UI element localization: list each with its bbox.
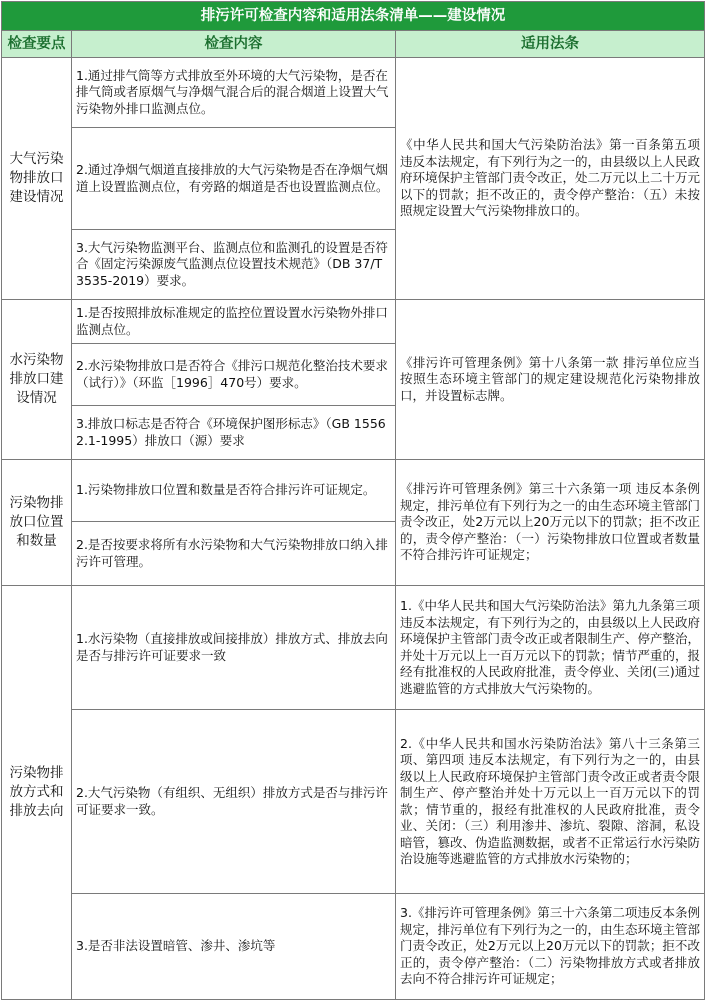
law-text: 2.《中华人民共和国水污染防治法》第八十三条第三项、第四项 违反本法规定，有下列行为之一的，由县级以上人民政府环境保护主管部门责令改正或者责令限制生产、停产整治并处十万元以上一百万元以下的罚款；情节重的，报经有批准权的人民政府批准，责令业、关闭：（三）利用渗井、渗坑、裂隙、溶洞，私设暗管，篡改、伪造监测数据，或者不正常运行水污染防治设施等逃避监管的方式排放水污染物的； <box>396 710 705 894</box>
check-item: 2.水污染物排放口是否符合《排污口规范化整治技术要求（试行）》（环监［1996］470号）要求。 <box>72 344 396 406</box>
check-item: 1.污染物排放口位置和数量是否符合排污许可证规定。 <box>72 460 396 522</box>
header-point: 检查要点 <box>2 31 72 58</box>
check-item: 2.通过净烟气烟道直接排放的大气污染物是否在净烟气烟道上设置监测点位，有旁路的烟道是否也设置监测点位。 <box>72 128 396 230</box>
law-text: 1.《中华人民共和国大气污染防治法》第九九条第三项 违反本法规定，有下列行为之的，由县级以上人民政府环境保护主管部门责令改正或者限制生产、停产整治，并处十万元以上一百万元以下的罚款；情节严重的，报经有批准权的人民政府批准，责令停业、关闭(三)通过逃避监管的方式排放大气污染物的。 <box>396 586 705 710</box>
section-point: 污染物排放口位置和数量 <box>2 460 72 586</box>
check-item: 3.排放口标志是否符合《环境保护图形标志》（GB 15562.1-1995）排放口（源）要求 <box>72 406 396 460</box>
check-item: 2.大气污染物（有组织、无组织）排放方式是否与排污许可证要求一致。 <box>72 710 396 894</box>
section-point: 大气污染物排放口建设情况 <box>2 58 72 300</box>
header-law: 适用法条 <box>396 31 705 58</box>
table-row <box>2 710 705 894</box>
header-content: 检查内容 <box>72 31 396 58</box>
check-item: 3.是否非法设置暗管、渗井、渗坑等 <box>72 894 396 1000</box>
check-item: 2.是否按要求将所有水污染物和大气污染物排放口纳入排污许可管理。 <box>72 522 396 586</box>
check-item: 3.大气污染物监测平台、监测点位和监测孔的设置是否符合《固定污染源废气监测点位设置技术规范》（DB 37/T 3535-2019）要求。 <box>72 230 396 300</box>
table-row <box>2 58 705 128</box>
inspection-table <box>1 1 705 1000</box>
header-row <box>2 31 705 58</box>
table-row <box>2 586 705 710</box>
law-text: 《排污许可管理条例》第三十六条第一项 违反本条例规定，排污单位有下列行为之一的由生态环境主管部门责令改正，处2万元以上20万元以下的罚款；拒不改正的，责令停产整治：（一）污染物排放口位置或者数量不符合排污许可证规定； <box>396 460 705 586</box>
table-row <box>2 894 705 1000</box>
section-point: 污染物排放方式和排放去向 <box>2 586 72 1000</box>
check-item: 1.通过排气筒等方式排放至外环境的大气污染物，是否在排气筒或者原烟气与净烟气混合后的混合烟道上设置大气污染物外排口监测点位。 <box>72 58 396 128</box>
law-text: 3.《排污许可管理条例》第三十六条第二项违反本条例规定，排污单位有下列行为之一的，由生态环境主管部门责令改正，处2万元以上20万元以下的罚款；拒不改正的，责令停产整治：（二）污染物排放方式或者排放去向不符合排污许可证规定； <box>396 894 705 1000</box>
section-point: 水污染物排放口建设情况 <box>2 300 72 460</box>
check-item: 1.水污染物（直接排放或间接排放）排放方式、排放去向是否与排污许可证要求一致 <box>72 586 396 710</box>
title-row <box>2 2 705 31</box>
law-text: 《中华人民共和国大气污染防治法》第一百条第五项 违反本法规定，有下列行为之一的，由县级以上人民政府环境保护主管部门责令改正，处二万元以上二十万元以下的罚款；拒不改正的，责令停产整治：（五）未按照规定设置大气污染物排放口的。 <box>396 58 705 300</box>
table-title: 排污许可检查内容和适用法条清单——建设情况 <box>2 2 705 31</box>
law-text: 《排污许可管理条例》第十八条第一款 排污单位应当按照生态环境主管部门的规定建设规范化污染物排放口，并设置标志牌。 <box>396 300 705 460</box>
check-item: 1.是否按照排放标准规定的监控位置设置水污染物外排口监测点位。 <box>72 300 396 344</box>
table-row <box>2 300 705 344</box>
table-row <box>2 460 705 522</box>
